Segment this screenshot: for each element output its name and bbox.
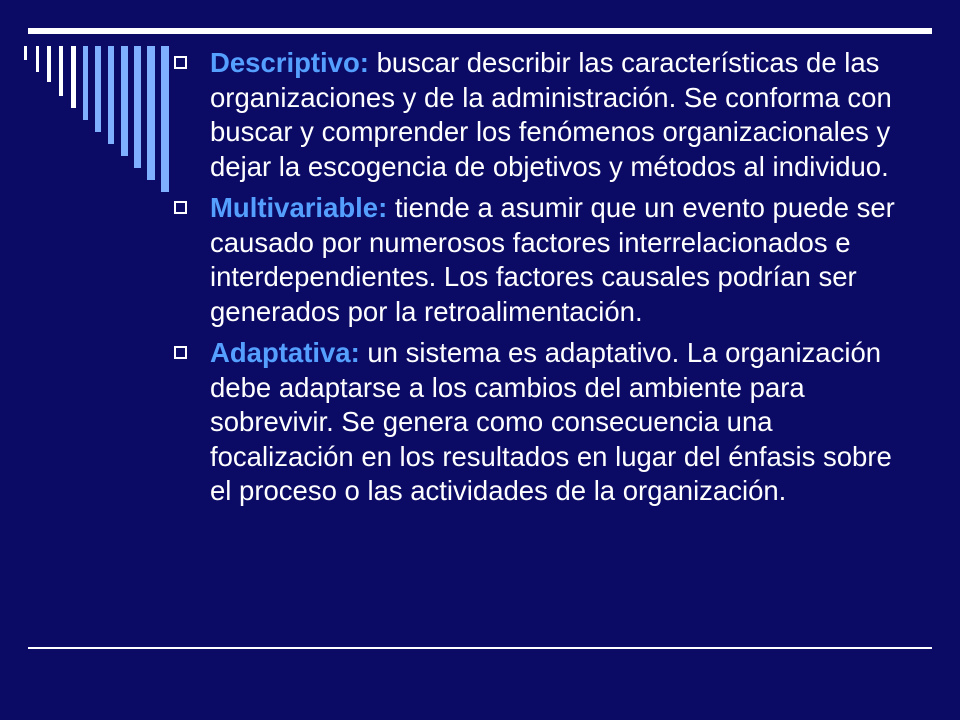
bullet-text: un sistema es adaptativo. La organización debe adaptarse a los cambios del ambiente para sobrevivir. Se genera como consecuencia una focalización en los resultados en lugar del énfasis sobre el proceso o las actividades de la organización. [210, 337, 892, 506]
bullet-text: tiende a asumir que un evento puede ser causado por numerosos factores interrelacionados e interdependientes. Los factores causales podrían ser generados por la retroalimentación. [210, 192, 895, 327]
bottom-rule [28, 647, 932, 649]
stripe [134, 46, 141, 168]
bullet-term: Adaptativa: [210, 337, 360, 368]
bullet-descriptivo [172, 46, 912, 184]
stripe [108, 46, 114, 144]
stripe [24, 46, 27, 60]
stripe [147, 46, 155, 180]
stripe [121, 46, 128, 156]
bullet-term: Multivariable: [210, 192, 388, 223]
stripe [36, 46, 39, 72]
stripe [161, 46, 169, 192]
hollow-square-bullet-icon [174, 201, 187, 214]
decorative-stripes [0, 0, 200, 200]
bullet-adaptativa [172, 336, 912, 509]
hollow-square-bullet-icon [174, 346, 187, 359]
hollow-square-bullet-icon [174, 56, 187, 69]
stripe [95, 46, 101, 132]
stripe [59, 46, 63, 96]
bullet-multivariable [172, 191, 912, 329]
bullet-list [172, 46, 912, 516]
bullet-term: Descriptivo: [210, 47, 369, 78]
stripe [47, 46, 51, 82]
bullet-text: buscar describir las características de las organizaciones y de la administración. Se conforma con buscar y comprender los fenómenos organizacionales y dejar la escogencia de objetivos y métodos al individuo. [210, 47, 892, 182]
stripe [71, 46, 76, 108]
stripe [83, 46, 88, 120]
